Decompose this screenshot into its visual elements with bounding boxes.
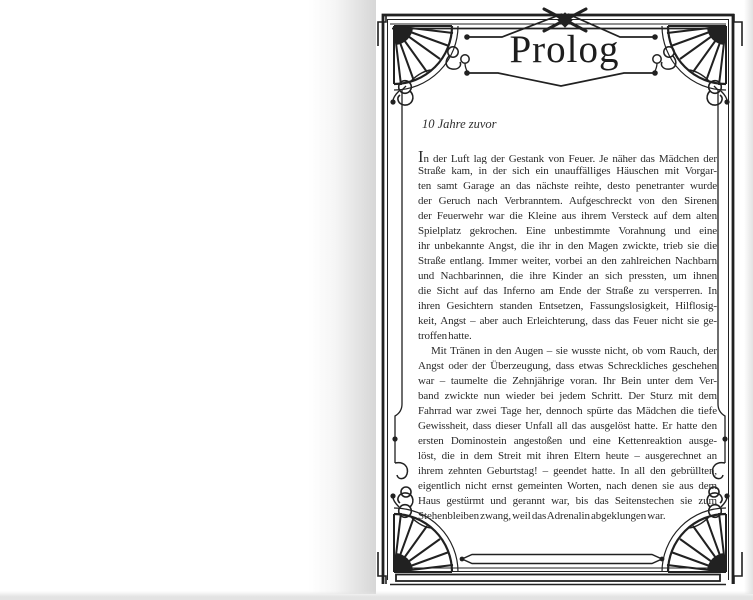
text-line: der Geruch nach Verbranntem. Aufgeschreckt von den Sirenen bbox=[418, 195, 717, 207]
text-line: Stehenbleiben zwang, weil das Adrenalin abgeklungen war. bbox=[418, 510, 666, 522]
drop-initial: I bbox=[418, 149, 424, 164]
text-line: Gewissheit, dass dieser Unfall all das ausgelöst hatte. Er hatte den bbox=[418, 420, 717, 432]
text-line: troffen hatte. bbox=[418, 330, 472, 342]
inner-sideline-left bbox=[392, 86, 411, 497]
text-line: Straße kam, in der sich ein unauffälliges Häuschen mit Vorgar- bbox=[418, 165, 717, 177]
plinth-bar bbox=[396, 575, 720, 582]
page-bottom-edge-shadow bbox=[0, 591, 753, 600]
text-line: In der Luft lag der Gestank von Feuer. Je näher das Mädchen der bbox=[418, 149, 717, 164]
text-line: ihr unbekannte Angst, die ihr in den Magen zwickte, trieb sie die bbox=[418, 240, 717, 252]
text-line: und Nachbarinnen, die ihre Kinder an sich pressten, um ihnen bbox=[418, 270, 717, 282]
text-line: Spielplatz gekrochen. Eine unbestimmte Vorahnung und eine bbox=[418, 225, 717, 237]
bottom-bar-ornament bbox=[462, 555, 662, 564]
chevron-dot-icon bbox=[652, 70, 658, 76]
bottom-bar-dot-icon bbox=[660, 557, 665, 562]
text-line: eigentlich nicht ernst gemeinten Worten, nach denen sie aus dem bbox=[418, 480, 717, 492]
body-text bbox=[418, 149, 717, 524]
text-line: ihrem zehnten Geburtstag! – geendet hatte. In all den gebrüllten, bbox=[418, 465, 717, 477]
text-line: Fahrrad war zwei Tage her, dennoch spürte das Mädchen die tiefe bbox=[418, 405, 717, 417]
text-line: keit, Angst – aber auch Erleichterung, dass das Feuer nicht sie ge- bbox=[418, 315, 717, 327]
text-line: ten samt Garage an das nächste reihte, desto penetranter wurde bbox=[418, 180, 717, 192]
text-line: Straße entlang. Immer weiter, vorbei an den zahlreichen Nachbarn bbox=[418, 255, 717, 267]
text-line: band zwickte nun wieder bei jedem Schritt. Der Sturz mit dem bbox=[418, 390, 717, 402]
text-line: der Feuerwehr war die Kleine aus ihrem Versteck auf dem alten bbox=[418, 210, 717, 222]
title-chevron-lower bbox=[467, 73, 655, 86]
chapter-title: Prolog bbox=[509, 28, 620, 71]
left-page-blank bbox=[0, 0, 312, 594]
text-line: löst, die in dem Streit mit ihren Eltern heute – ausgerechnet an bbox=[418, 450, 717, 462]
text-line: ihren Gesichtern standen Entsetzen, Fassungslosigkeit, Hilflosig- bbox=[418, 300, 717, 312]
text-line: war – taumelte die Zehnjährige voran. Ihr Bein unter dem Ver- bbox=[418, 375, 717, 387]
time-marker: 10 Jahre zuvor bbox=[422, 117, 497, 131]
page-right-edge-shadow bbox=[744, 0, 753, 594]
text-line: die Sicht auf das Inferno am Ende der Straße zu versperren. In bbox=[418, 285, 717, 297]
chevron-dot-icon bbox=[464, 70, 470, 76]
bottom-bar-dot-icon bbox=[460, 557, 465, 562]
text-line: Angst oder der Überzeugung, dass etwas Schreckliches geschehen bbox=[418, 360, 717, 372]
right-page bbox=[376, 0, 753, 594]
gutter-shadow bbox=[308, 0, 378, 594]
text-line: ersten Dominostein angestoßen und eine Kettenreaktion ausge- bbox=[418, 435, 717, 447]
text-line: Mit Tränen in den Augen – sie wusste nicht, ob vom Rauch, der bbox=[431, 345, 717, 357]
text-line: Haus gestürmt und gerannt war, bis das Seitenstechen sie zum bbox=[418, 495, 717, 507]
corner-step-bottom-right bbox=[734, 552, 742, 584]
